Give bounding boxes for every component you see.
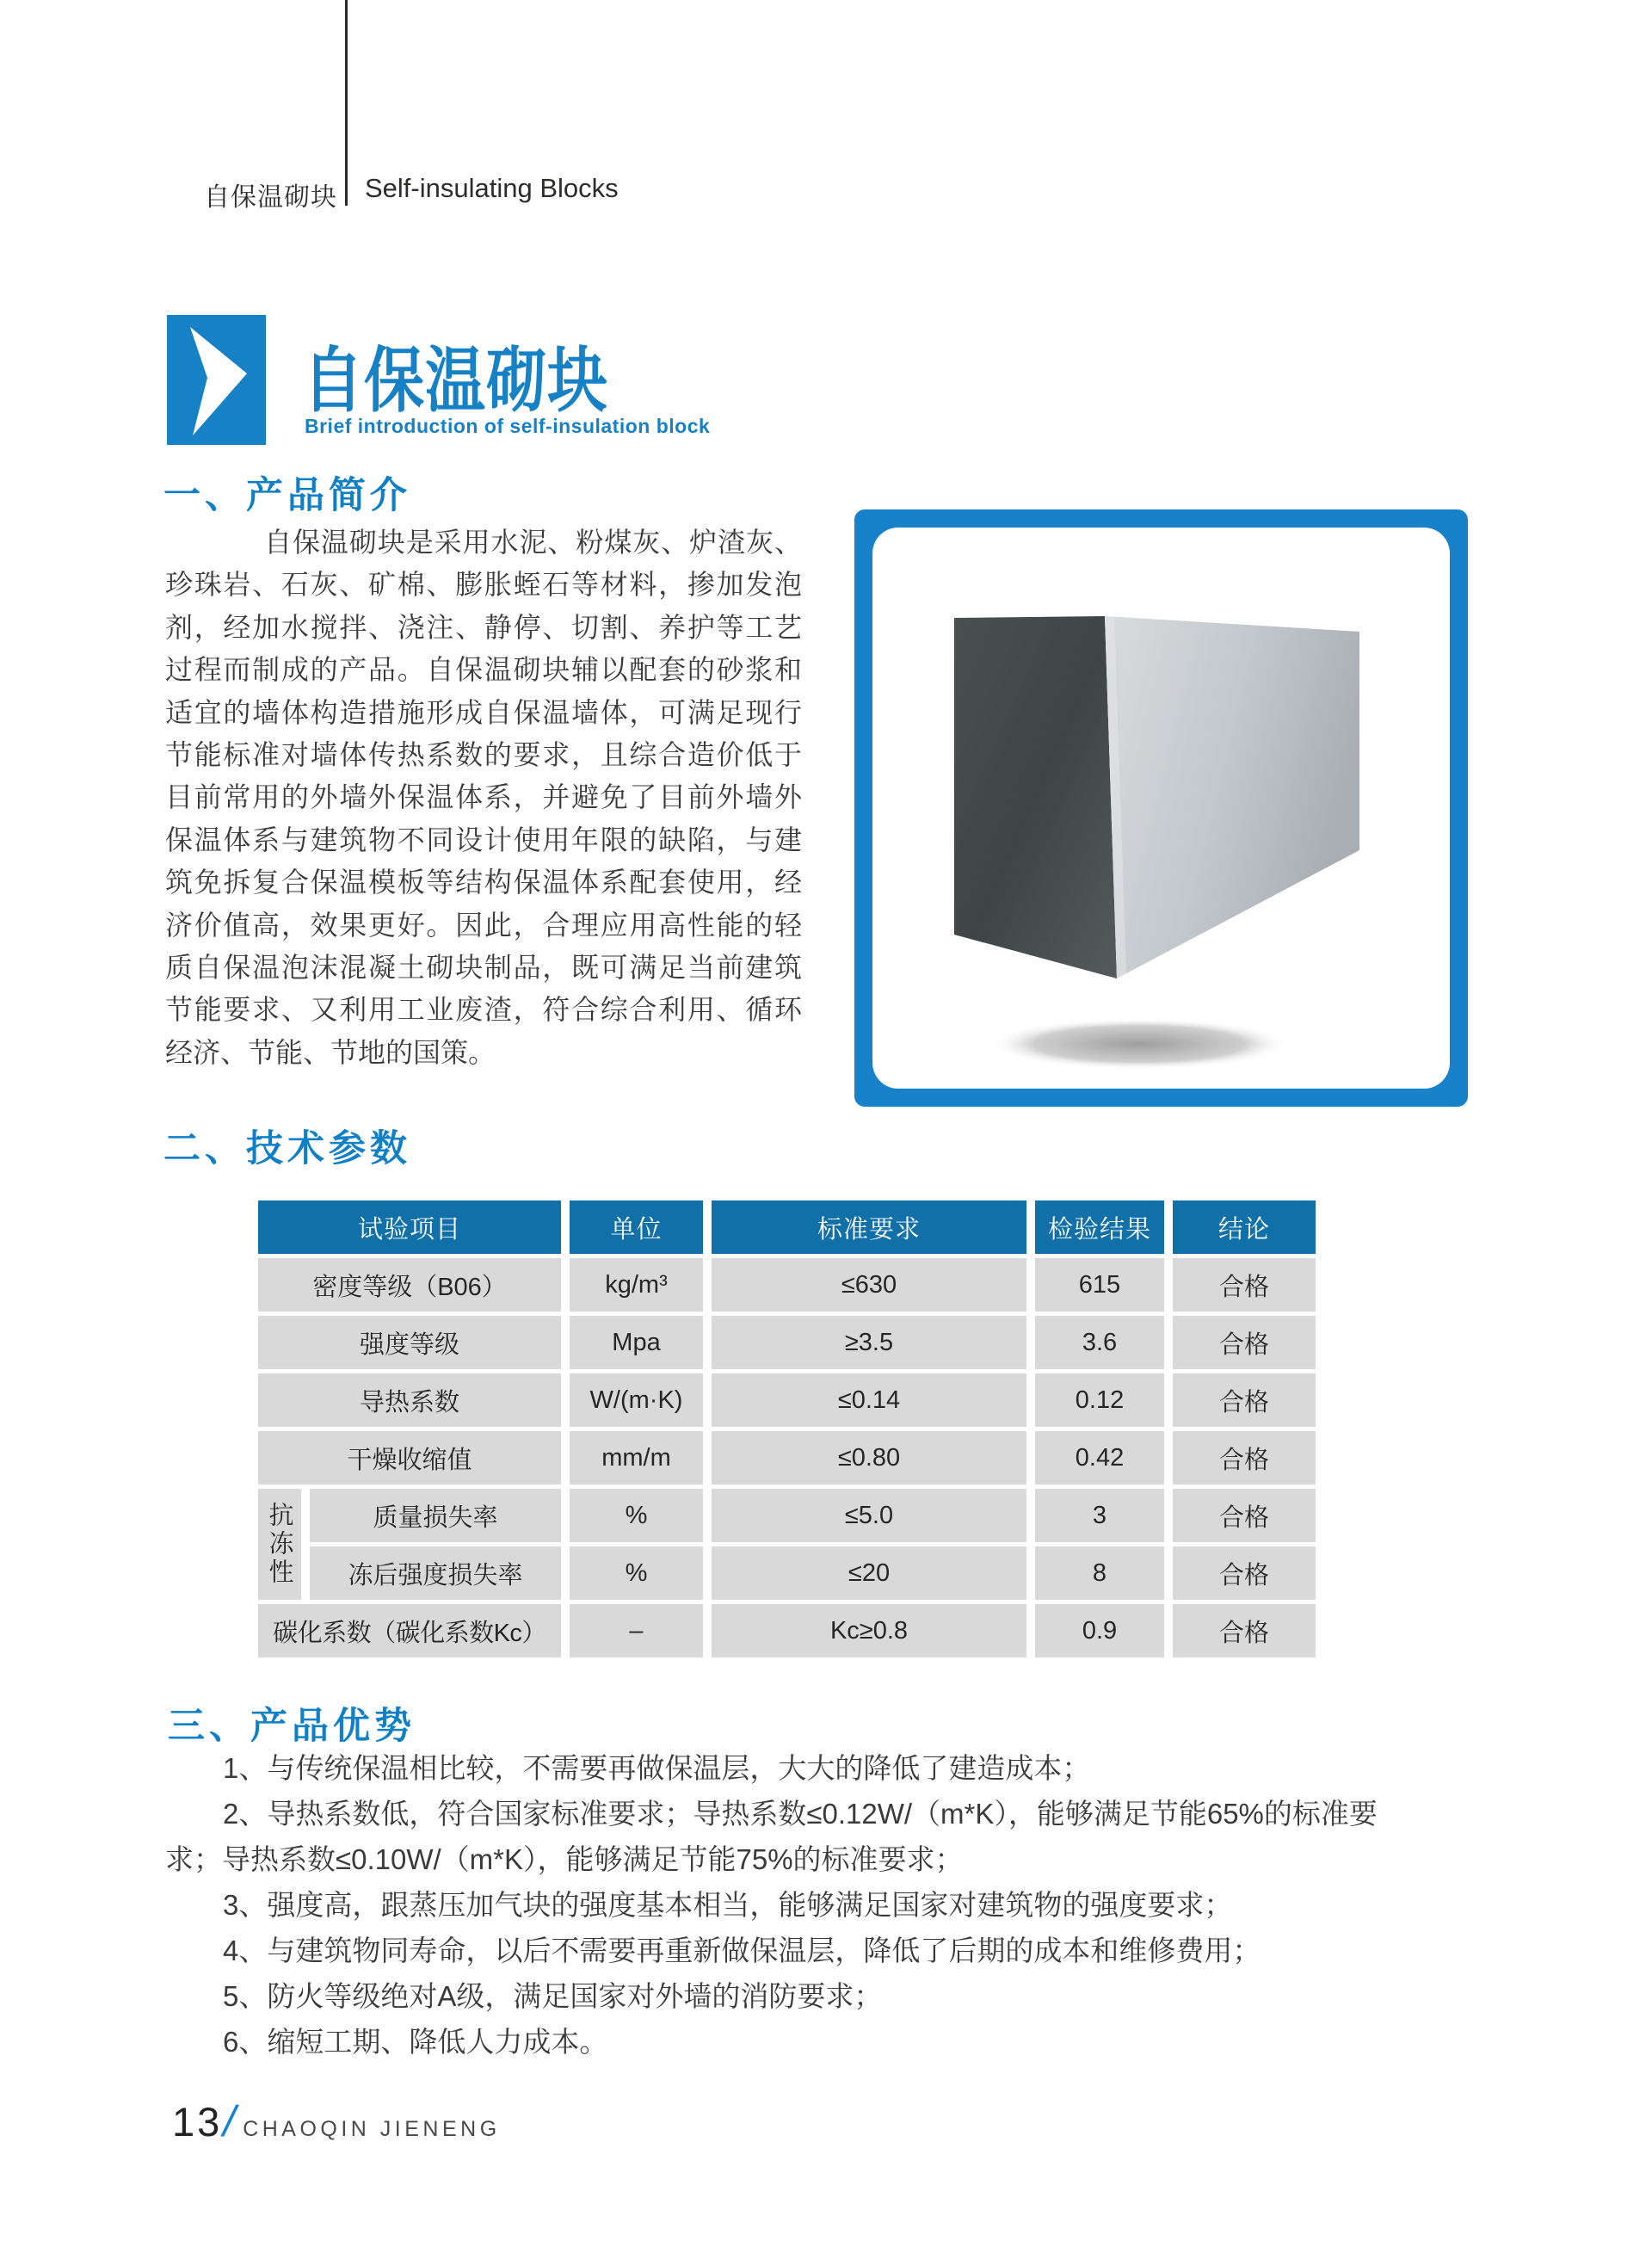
chevron-right-icon: [167, 315, 266, 445]
paragraph-line: 保温体系与建筑物不同设计使用年限的缺陷，与建: [165, 824, 802, 855]
page-footer: [172, 2096, 501, 2146]
technical-parameters-table: [258, 1200, 1316, 1657]
table-cell-unit: %: [570, 1546, 703, 1600]
table-cell-conclusion: 合格: [1173, 1258, 1316, 1312]
intro-paragraph: [165, 522, 802, 1074]
table-header-cell: 结论: [1173, 1200, 1316, 1254]
table-cell-item: 强度等级: [258, 1316, 561, 1369]
section3-heading: 三、产品优势: [168, 1707, 416, 1747]
paragraph-line: 节能要求、又利用工业废渣，符合综合利用、循环: [165, 994, 802, 1026]
table-cell-item: 导热系数: [258, 1373, 561, 1427]
advantage-item: 5、防火等级绝对A级，满足国家对外墙的消防要求；: [223, 1980, 883, 2012]
paragraph-line: 济价值高，效果更好。因此，合理应用高性能的轻: [165, 909, 802, 941]
table-cell-item: 质量损失率: [310, 1489, 561, 1542]
table-cell-item: 干燥收缩值: [258, 1431, 561, 1484]
paragraph-line: 质自保温泡沫混凝土砌块制品，既可满足当前建筑: [165, 952, 802, 984]
table-cell-conclusion: 合格: [1173, 1489, 1316, 1542]
advantages-list: [165, 1745, 1387, 2065]
table-header-cell: 标准要求: [712, 1200, 1026, 1254]
section1-heading: 一、产品简介: [163, 476, 411, 516]
advantage-item: 6、缩短工期、降低人力成本。: [223, 2026, 608, 2058]
paragraph-line: 节能标准对墙体传热系数的要求，且综合造价低于: [165, 739, 802, 771]
table-cell-result: 3: [1035, 1489, 1164, 1542]
advantage-item: 2、导热系数低，符合国家标准要求；导热系数≤0.12W/（m*K），能够满足节能65%的标准要求；导热系数≤0.10W/（m*K），能够满足节能75%的标准要求；: [165, 1798, 1378, 1875]
paragraph-line: 自保温砌块是采用水泥、粉煤灰、炉渣灰、: [264, 527, 802, 558]
table-cell-frost-resistance-group: 抗冻性: [258, 1489, 301, 1600]
table-cell-unit: mm/m: [570, 1431, 703, 1484]
table-cell-standard: ≤0.14: [712, 1373, 1026, 1427]
header-title-zh: 自保温砌块: [204, 183, 337, 212]
concrete-block-illustration: [872, 528, 1450, 1089]
table-cell-standard: Kc≥0.8: [712, 1604, 1026, 1657]
page-number: 13: [172, 2099, 223, 2145]
logo-subtitle: Brief introduction of self-insulation block: [305, 415, 711, 437]
logo-arrow-icon: [167, 315, 266, 445]
header-title-en: Self-insulating Blocks: [365, 173, 619, 203]
product-image-frame: [854, 509, 1468, 1107]
header-divider: [345, 0, 348, 206]
table-cell-standard: ≤5.0: [712, 1489, 1026, 1542]
table-cell-result: 3.6: [1035, 1316, 1164, 1369]
table-cell-standard: ≤630: [712, 1258, 1026, 1312]
table-cell-unit: %: [570, 1489, 703, 1542]
table-cell-standard: ≤0.80: [712, 1431, 1026, 1484]
paragraph-line: 目前常用的外墙外保温体系，并避免了目前外墙外: [165, 781, 802, 813]
table-cell-result: 0.42: [1035, 1431, 1164, 1484]
brand-name: CHAOQIN JIENENG: [243, 2117, 501, 2141]
table-cell-conclusion: 合格: [1173, 1373, 1316, 1427]
table-header-cell: 试验项目: [258, 1200, 561, 1254]
table-cell-standard: ≤20: [712, 1546, 1026, 1600]
product-image: [872, 528, 1450, 1089]
table-header-cell: 检验结果: [1035, 1200, 1164, 1254]
table-cell-unit: Mpa: [570, 1316, 703, 1369]
table-header-cell: 单位: [570, 1200, 703, 1254]
table-cell-unit: W/(m·K): [570, 1373, 703, 1427]
table-cell-unit: kg/m³: [570, 1258, 703, 1312]
table-cell-result: 0.9: [1035, 1604, 1164, 1657]
table-cell-result: 615: [1035, 1258, 1164, 1312]
paragraph-line: 筑免拆复合保温模板等结构保温体系配套使用，经: [165, 867, 802, 898]
table-cell-conclusion: 合格: [1173, 1604, 1316, 1657]
table-cell-result: 0.12: [1035, 1373, 1164, 1427]
table-cell-conclusion: 合格: [1173, 1546, 1316, 1600]
table-cell-standard: ≥3.5: [712, 1316, 1026, 1369]
advantage-item: 1、与传统保温相比较，不需要再做保温层，大大的降低了建造成本；: [223, 1752, 1091, 1784]
table-cell-item: 碳化系数（碳化系数Kc）: [258, 1604, 561, 1657]
paragraph-line: 过程而制成的产品。自保温砌块辅以配套的砂浆和: [165, 654, 802, 686]
table-cell-unit: –: [570, 1604, 703, 1657]
advantage-item: 3、强度高，跟蒸压加气块的强度基本相当，能够满足国家对建筑物的强度要求；: [223, 1889, 1233, 1921]
paragraph-line: 珍珠岩、石灰、矿棉、膨胀蛭石等材料，掺加发泡: [165, 569, 802, 601]
table-cell-item: 冻后强度损失率: [310, 1546, 561, 1600]
advantage-item: 4、与建筑物同寿命，以后不需要再重新做保温层，降低了后期的成本和维修费用；: [223, 1935, 1261, 1966]
paragraph-line: 适宜的墙体构造措施形成自保温墙体，可满足现行: [165, 696, 802, 728]
table-cell-item: 密度等级（B06）: [258, 1258, 561, 1312]
paragraph-line: 剂，经加水搅拌、浇注、静停、切割、养护等工艺: [165, 611, 802, 643]
table-cell-conclusion: 合格: [1173, 1316, 1316, 1369]
table-cell-result: 8: [1035, 1546, 1164, 1600]
logo-title: 自保温砌块: [303, 341, 608, 421]
section2-heading: 二、技术参数: [163, 1129, 411, 1170]
footer-slash-divider: /: [219, 2097, 242, 2145]
paragraph-line: 经济、节能、节地的国策。: [165, 1036, 496, 1068]
table-cell-conclusion: 合格: [1173, 1431, 1316, 1484]
